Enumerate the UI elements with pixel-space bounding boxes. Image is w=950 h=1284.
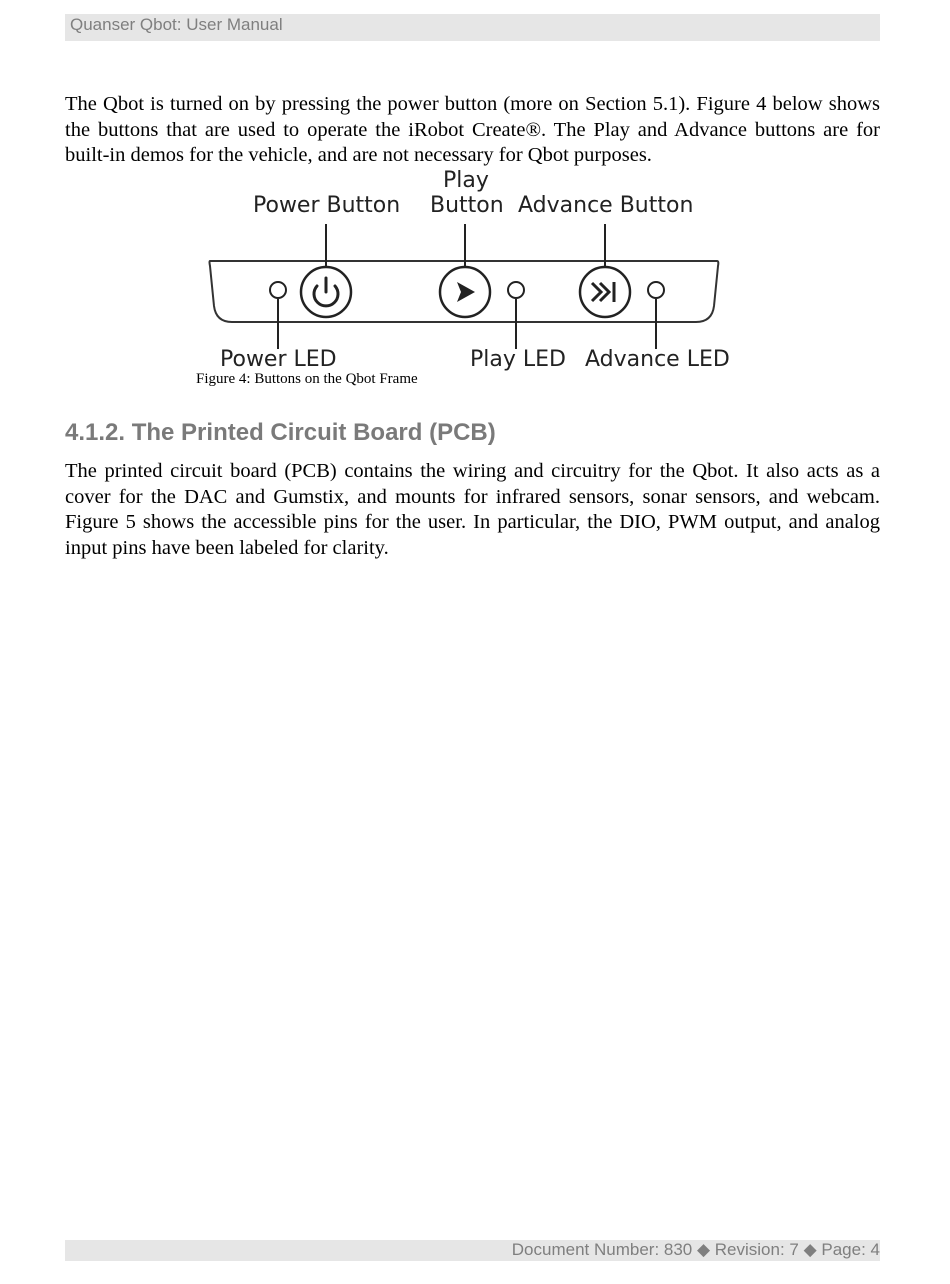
advance-led-icon [648,282,664,298]
play-led-label: Play LED [470,347,566,372]
play-button-icon [440,267,490,317]
advance-button-label: Advance Button [518,193,694,218]
footer-text: Document Number: 830 ◆ Revision: 7 ◆ Page: 4 [511,1240,880,1259]
power-led-label: Power LED [220,347,337,372]
play-button-label-line1: Play [443,168,489,193]
power-button-icon [301,267,351,317]
intro-paragraph: The Qbot is turned on by pressing the power button (more on Section 5.1). Figure 4 below shows the buttons that are used to operate the iRobot Create®. The Play and Advance buttons are for built-in demos for the vehicle, and are not necessary for Qbot purposes. [65,93,880,166]
section-heading: 4.1.2. The Printed Circuit Board (PCB) [65,419,496,446]
play-button-label-line2: Button [430,193,504,218]
pcb-paragraph: The printed circuit board (PCB) contains the wiring and circuitry for the Qbot. It also acts as a cover for the DAC and Gumstix, and mounts for infrared sensors, sonar sensors, and webcam. Figure 5 shows the accessible pins for the user. In particular, the DIO, PWM output, and analog input pins have been labeled for clarity. [65,460,880,559]
page-footer [65,1240,880,1261]
play-led-icon [508,282,524,298]
figure-caption: Figure 4: Buttons on the Qbot Frame [196,371,418,387]
power-button-label: Power Button [253,193,401,218]
buttons-figure [196,166,736,376]
advance-led-label: Advance LED [585,347,730,372]
power-led-icon [270,282,286,298]
page-header [65,14,880,41]
advance-button-icon [580,267,630,317]
header-title: Quanser Qbot: User Manual [70,15,283,34]
